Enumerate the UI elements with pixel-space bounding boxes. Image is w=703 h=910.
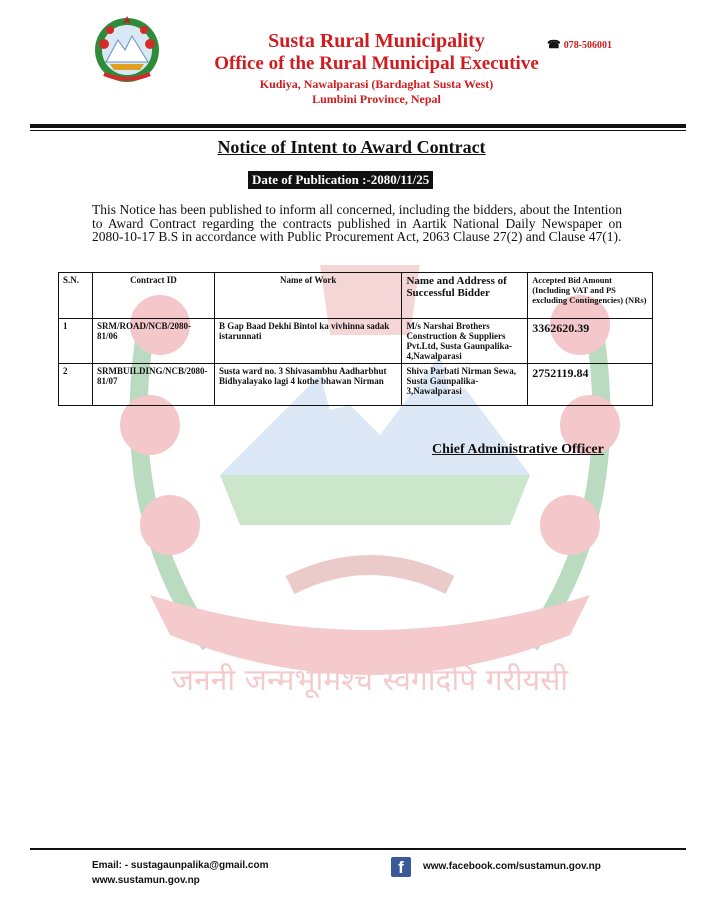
row-sn: 2 xyxy=(59,364,93,406)
footer-website[interactable]: www.sustamun.gov.np xyxy=(92,875,200,886)
footer-rule xyxy=(30,848,686,850)
phone-icon: ☎ xyxy=(547,39,561,51)
office-name: Office of the Rural Municipal Executive xyxy=(214,53,539,74)
header-bidder: Name and Address of Successful Bidder xyxy=(402,273,528,319)
header-rule-thick xyxy=(30,124,686,128)
publication-date: Date of Publication :-2080/11/25 xyxy=(248,171,433,189)
header-sn: S.N. xyxy=(59,273,93,319)
header-contract-id: Contract ID xyxy=(92,273,214,319)
row-bidder: Shiva Parbati Nirman Sewa, Susta Gaunpalika-3,Nawalparasi xyxy=(402,364,528,406)
row-work: Susta ward no. 3 Shivasambhu Aadharbhut Bidhyalayako lagi 4 kothe bhawan Nirman xyxy=(214,364,402,406)
row-amount: 2752119.84 xyxy=(528,364,653,406)
row-bidder: M/s Narshai Brothers Construction & Suppliers Pvt.Ltd, Susta Gaunpalika-4,Nawalparasi xyxy=(402,319,528,364)
watermark-motto: जननी जन्मभूमिश्च स्वर्गादपि गरीयसी xyxy=(171,663,569,698)
phone-contact xyxy=(547,38,612,51)
facebook-icon: f xyxy=(391,857,411,877)
footer-facebook-link[interactable]: www.facebook.com/sustamun.gov.np xyxy=(423,861,601,872)
award-table xyxy=(58,272,653,406)
notice-body: This Notice has been published to inform all concerned, including the bidders, about the Intention to Award Contract regarding the contracts published in Aartik National Daily Newspaper on 2080-10-17 B.S in accordance with Public Procurement Act, 2063 Clause 27(2) and Clause 47(1). xyxy=(92,202,622,244)
municipality-name: Susta Rural Municipality xyxy=(268,30,485,52)
row-sn: 1 xyxy=(59,319,93,364)
table-header-row xyxy=(59,273,653,319)
signatory-title: Chief Administrative Officer xyxy=(432,442,604,457)
address-line-2: Lumbini Province, Nepal xyxy=(312,92,441,106)
header-rule-thin xyxy=(30,130,686,131)
row-contract-id: SRM/ROAD/NCB/2080-81/06 xyxy=(92,319,214,364)
table-row xyxy=(59,364,653,406)
header-work: Name of Work xyxy=(214,273,402,319)
address-line-1: Kudiya, Nawalparasi (Bardaghat Susta West) xyxy=(259,77,494,91)
row-amount: 3362620.39 xyxy=(528,319,653,364)
header-amount: Accepted Bid Amount (Including VAT and PS excluding Contingencies) (NRs) xyxy=(528,273,653,319)
phone-number: 078-506001 xyxy=(563,40,613,51)
row-contract-id: SRMBUILDING/NCB/2080-81/07 xyxy=(92,364,214,406)
footer-email: Email: - sustagaunpalika@gmail.com xyxy=(92,860,269,871)
table-row xyxy=(59,319,653,364)
notice-title: Notice of Intent to Award Contract xyxy=(217,137,486,157)
row-work: B Gap Baad Dekhi Bintol ka vivhinna sadak istarunnati xyxy=(214,319,402,364)
